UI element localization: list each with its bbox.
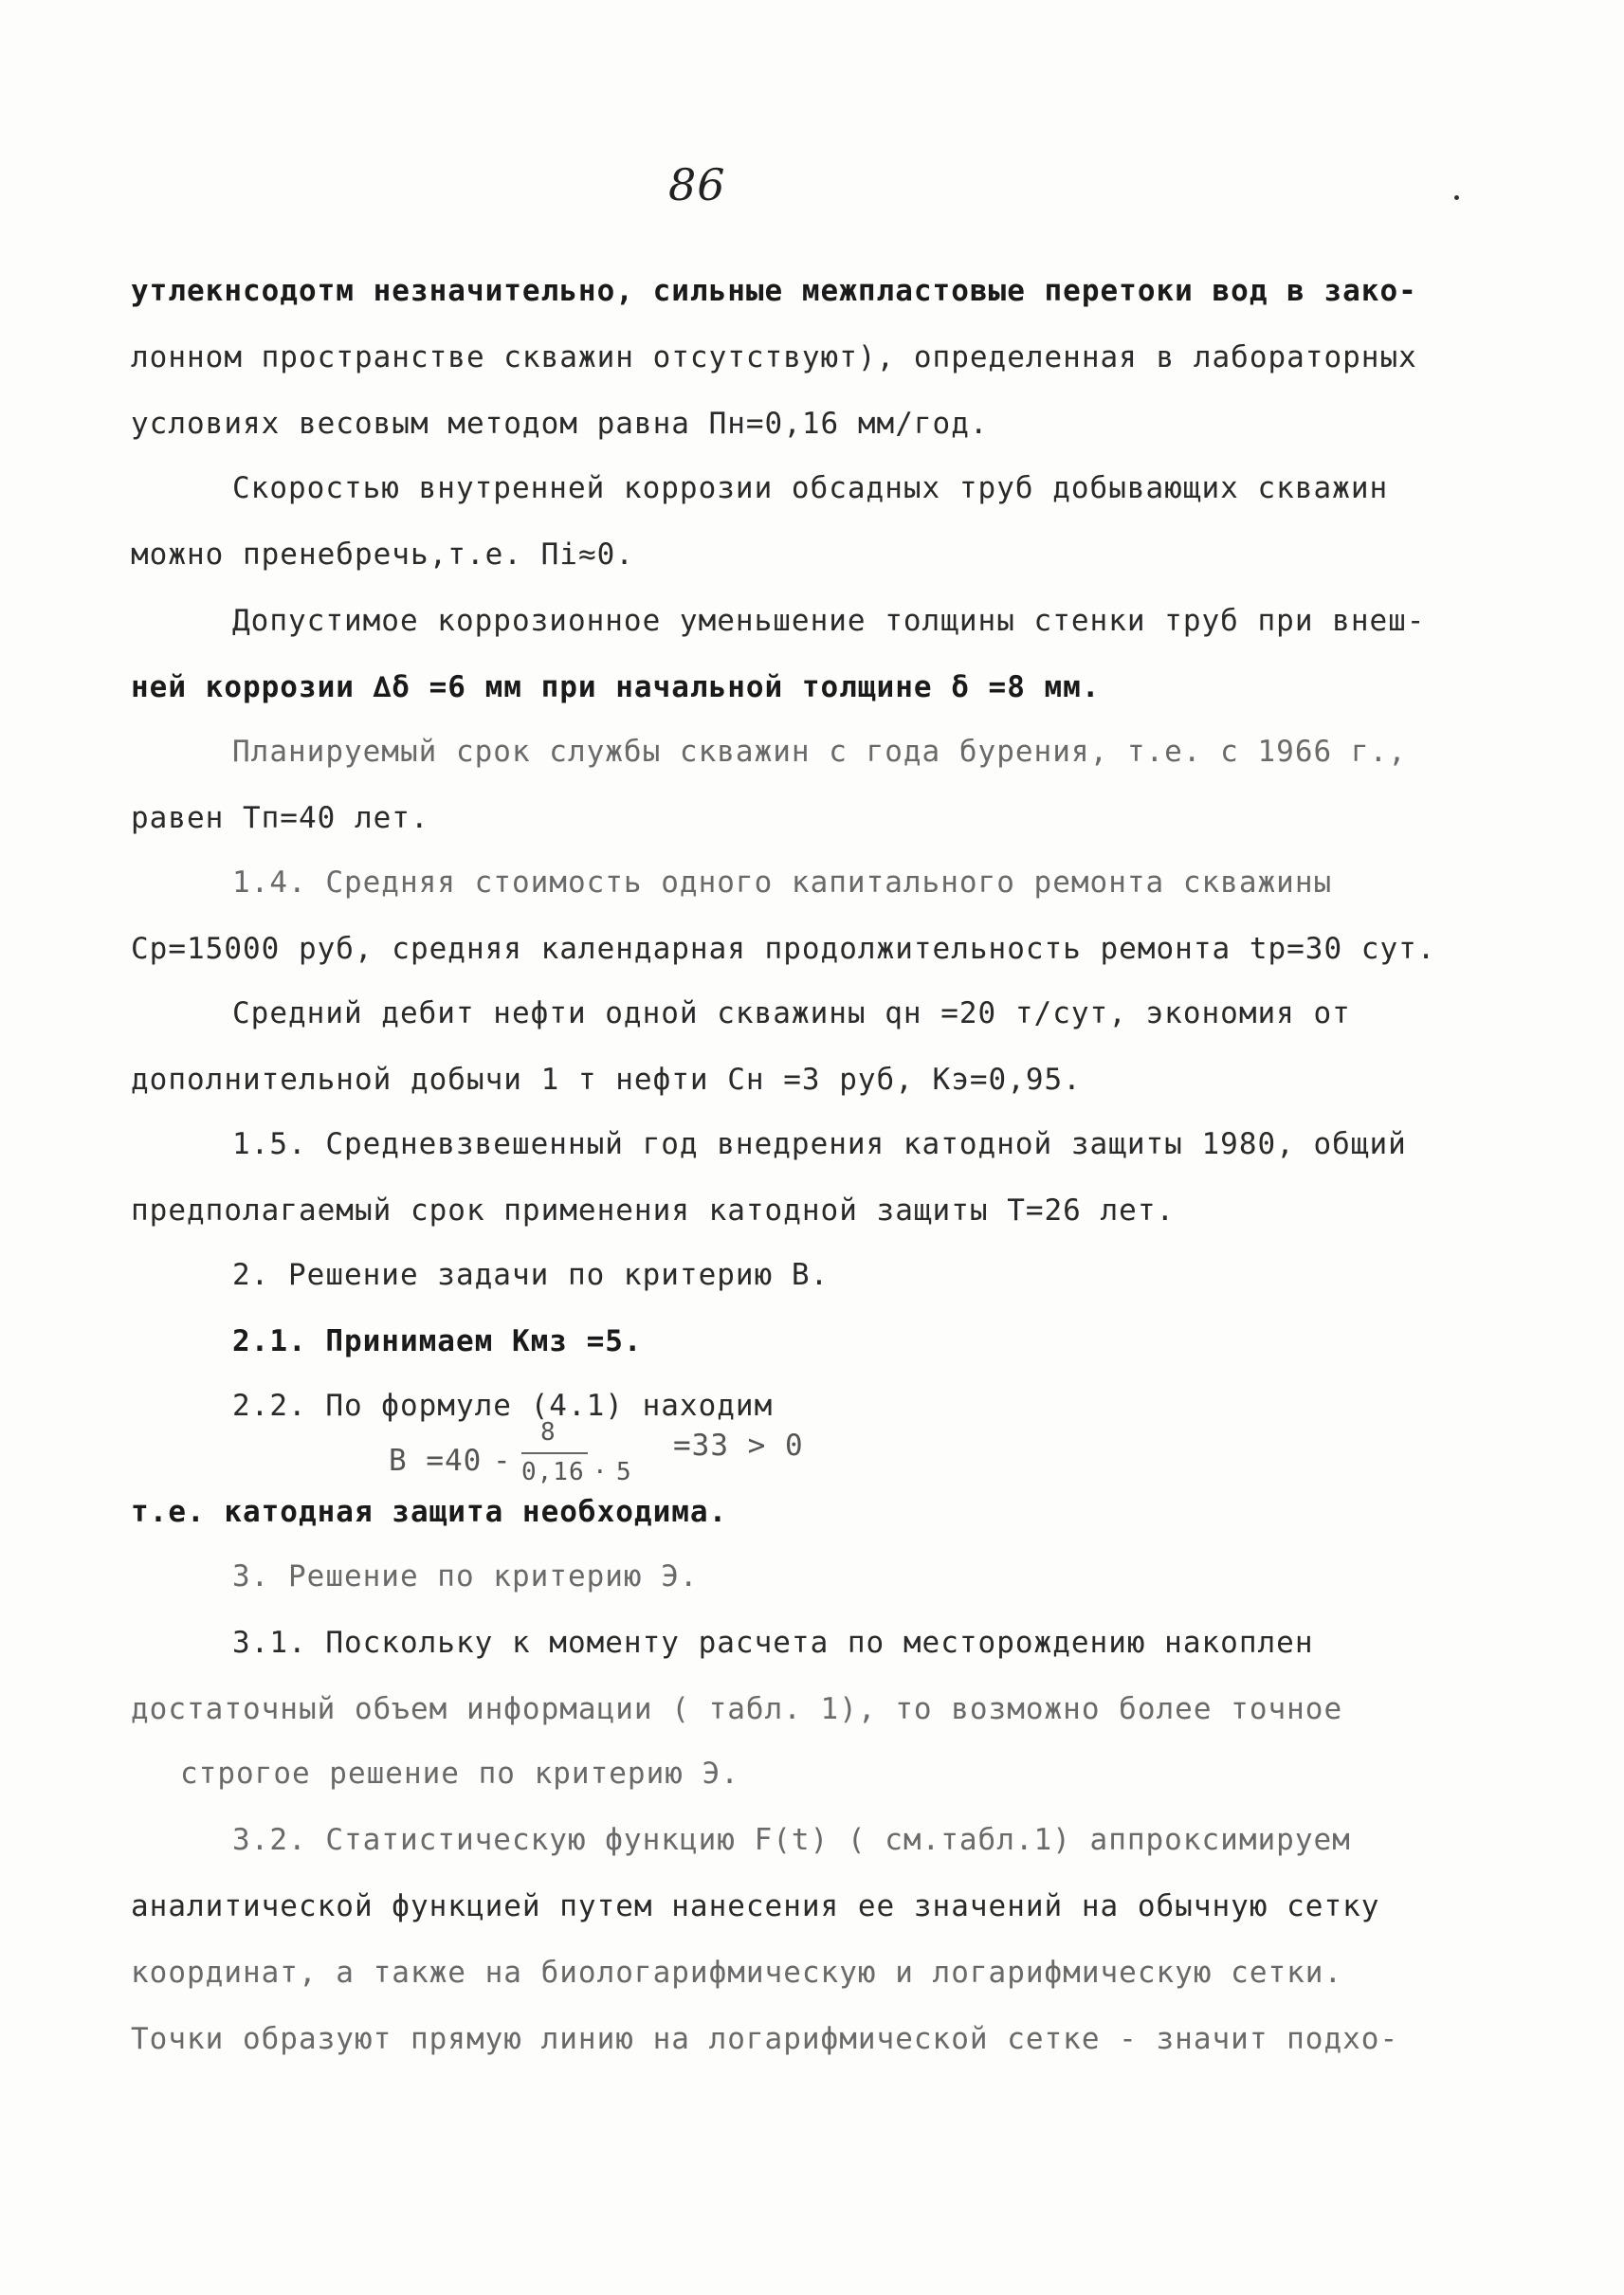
text-line: 3.2. Статистическую функцию F(t) ( см.табл.1) аппроксимируем bbox=[232, 1823, 1351, 1857]
text-line: Планируемый срок службы скважин с года бурения, т.е. с 1966 г., bbox=[232, 735, 1407, 769]
text-line: Точки образуют прямую линию на логарифмической сетке - значит подхо- bbox=[131, 2022, 1399, 2056]
text-line: условиях весовым методом равна Пн=0,16 мм/год. bbox=[131, 407, 989, 441]
text-line: 2.2. По формуле (4.1) находим bbox=[232, 1389, 774, 1423]
text-line: 2. Решение задачи по критерию В. bbox=[232, 1258, 830, 1292]
text-line: равен Тп=40 лет. bbox=[131, 801, 429, 835]
formula-numerator: 8 bbox=[540, 1418, 557, 1447]
text-line: 3. Решение по критерию Э. bbox=[232, 1559, 699, 1594]
text-line: Ср=15000 руб, средняя календарная продолжительность ремонта tр=30 сут. bbox=[131, 932, 1436, 966]
formula-denominator: 0,16 bbox=[521, 1458, 585, 1486]
text-line: Допустимое коррозионное уменьшение толщины стенки труб при внеш- bbox=[232, 604, 1426, 638]
fraction-bar bbox=[521, 1452, 588, 1454]
text-line: предполагаемый срок применения катодной защиты Т=26 лет. bbox=[131, 1193, 1176, 1228]
text-line: ней коррозии ∆δ =6 мм при начальной толщине δ =8 мм. bbox=[131, 670, 1101, 704]
text-line: т.е. катодная защита необходима. bbox=[131, 1495, 728, 1529]
text-line: достаточный объем информации ( табл. 1), то возможно более точное bbox=[131, 1692, 1343, 1726]
text-line: 1.4. Средняя стоимость одного капитального ремонта скважины bbox=[232, 865, 1333, 900]
text-line: Средний дебит нефти одной скважины qн =20 т/сут, экономия от bbox=[232, 996, 1351, 1030]
formula-lhs: В =40 bbox=[389, 1444, 483, 1478]
text-line: 2.1. Принимаем Кмз =5. bbox=[232, 1324, 643, 1358]
formula-dot: · bbox=[593, 1458, 609, 1486]
formula-minus: - bbox=[493, 1444, 512, 1478]
formula bbox=[389, 1418, 920, 1494]
text-line: 3.1. Поскольку к моменту расчета по месторождению накоплен bbox=[232, 1626, 1314, 1660]
text-line: дополнительной добычи 1 т нефти Сн =3 руб, Кэ=0,95. bbox=[131, 1063, 1082, 1097]
text-line: координат, а также на биологарифмическую и логарифмическую сетки. bbox=[131, 1956, 1343, 1990]
text-line: лонном пространстве скважин отсутствуют), определенная в лабораторных bbox=[131, 340, 1417, 374]
page-number: 86 bbox=[668, 159, 726, 210]
text-line: аналитической функцией путем нанесения ее значений на обычную сетку bbox=[131, 1889, 1380, 1923]
text-line: 1.5. Средневзвешенный год внедрения катодной защиты 1980, общий bbox=[232, 1127, 1407, 1161]
text-line: Скоростью внутренней коррозии обсадных труб добывающих скважин bbox=[232, 471, 1389, 505]
formula-result: =33 > 0 bbox=[673, 1429, 804, 1463]
text-line: строгое решение по критерию Э. bbox=[180, 1757, 739, 1791]
text-line: можно пренебречь,т.е. Пi≈0. bbox=[131, 537, 634, 572]
formula-factor: 5 bbox=[616, 1458, 632, 1486]
text-line: утлекнсодотм незначительно, сильные межпластовые перетоки вод в зако- bbox=[131, 274, 1417, 308]
speck-mark bbox=[1454, 195, 1459, 200]
